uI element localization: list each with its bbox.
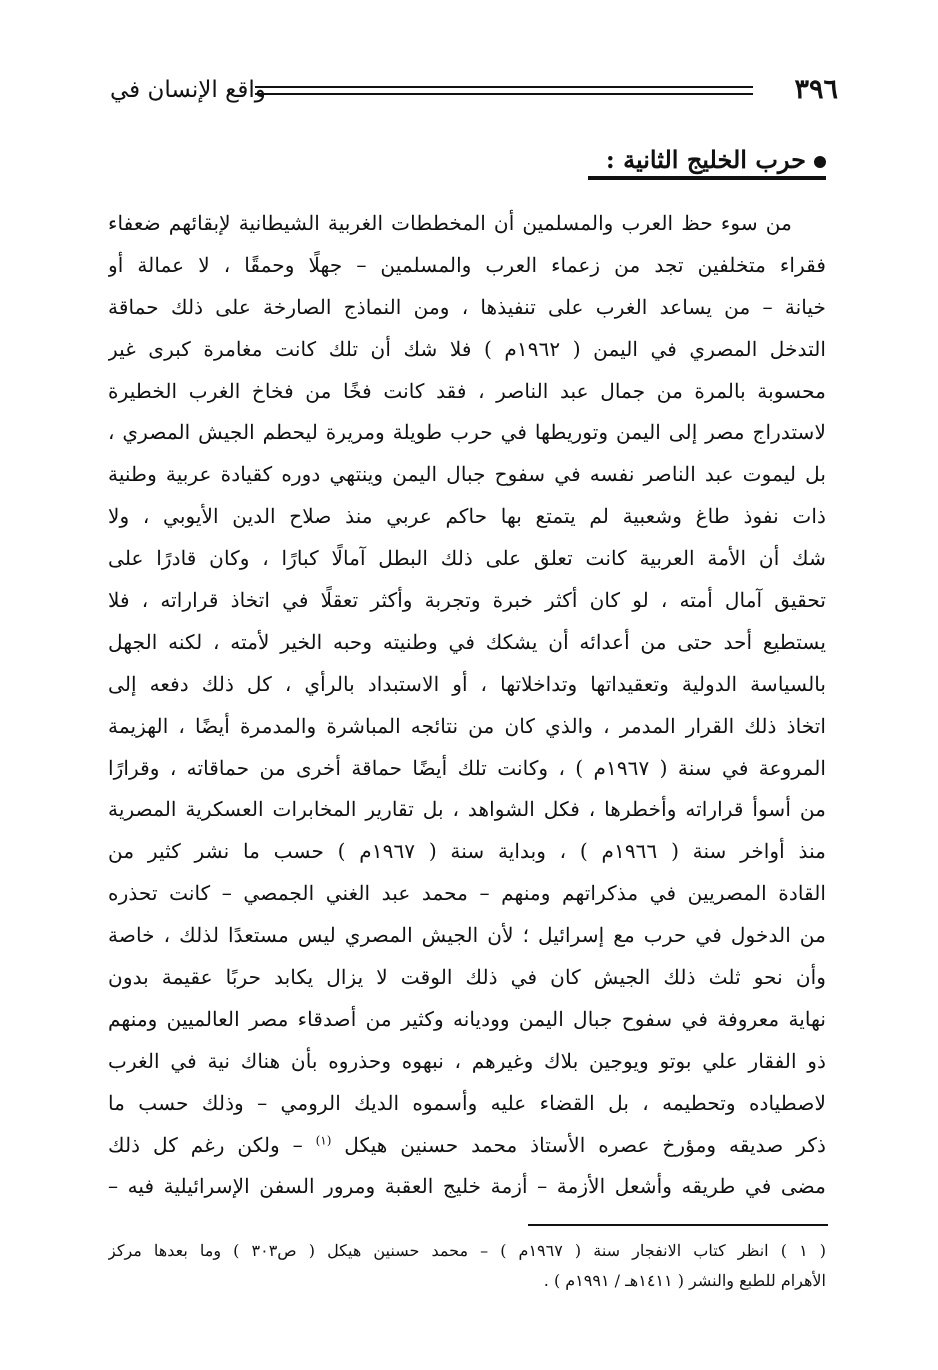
body-line: بالسياسة الدولية وتعقيداتها وتداخلاتها ، أو الاستبداد بالرأي ، كل ذلك دفعه إلى (108, 671, 826, 696)
body-line: منذ أواخر سنة ( ١٩٦٦م ) ، وبداية سنة ( ١٩٦٧م ) حسب ما نشر كثير من (108, 839, 826, 864)
page-header (110, 72, 838, 112)
body-line: نهاية معروفة في سفوح جبال اليمن ووديانه وكثير من أصدقاء مصر العالميين ومنهم (108, 1006, 826, 1031)
heading-underline (588, 176, 826, 180)
body-text (108, 203, 826, 1208)
body-line: شك أن الأمة العربية كانت تعلق على ذلك البطل آمالًا كبارًا ، وكان قادرًا على (108, 546, 826, 571)
body-line: محسوبة بالمرة من جمال عبد الناصر ، فقد كانت فخًا من فخاخ الغرب الخطيرة (108, 378, 826, 403)
body-line: ذو الفقار علي بوتو ويوجين بلاك وغيرهم ، نبهوه وحذروه بأن هناك نية في الغرب (108, 1048, 826, 1073)
section-heading (606, 142, 826, 178)
body-line-text: ذكر صديقه ومؤرخ عصره الأستاذ محمد حسنين هيكل (344, 1132, 826, 1157)
body-line: خيانة – من يساعد الغرب على تنفيذها ، ومن النماذج الصارخة على ذلك حماقة (108, 294, 826, 319)
footnote-separator (528, 1224, 828, 1226)
body-line (108, 1125, 826, 1167)
body-line-text: – ولكن رغم كل ذلك (108, 1132, 303, 1157)
body-line: المروعة في سنة ( ١٩٦٧م ) ، وكانت تلك أيضًا حماقة أخرى من حماقاته ، وقرارًا (108, 755, 826, 780)
footnote-line: ( ١ ) انظر كتاب الانفجار سنة ( ١٩٦٧م ) – محمد حسنين هيكل ( ص٣٠٣ ) وما بعدها مركز (108, 1241, 826, 1260)
body-line: ذات نفوذ طاغ وشعبية لم يتمتع بها حاكم عربي منذ صلاح الدين الأيوبي ، ولا (108, 504, 826, 529)
section-title-text: حرب الخليج الثانية : (605, 145, 806, 174)
header-double-rule (255, 86, 753, 95)
running-title: واقع الإنسان في (110, 77, 266, 103)
body-line: تحقيق آمال أمته ، لو كان أكثر خبرة وتجربة وأكثر تعقلًا في اتخاذ قراراته ، فلا (108, 588, 826, 613)
body-line: من الدخول في حرب مع إسرائيل ؛ لأن الجيش المصري ليس مستعدًا لذلك ، خاصة (108, 923, 826, 948)
footnote-reference[interactable]: (١) (315, 1132, 332, 1147)
body-line: لاصطياده وتحطيمه ، بل القضاء عليه وأسموه الديك الرومي – وذلك حسب ما (108, 1090, 826, 1115)
body-line: مضى في طريقه وأشعل الأزمة – أزمة خليج العقبة ومرور السفن الإسرائيلية فيه – (108, 1174, 826, 1199)
body-line: اتخاذ ذلك القرار المدمر ، والذي كان من نتائجه المباشرة والمدمرة أيضًا ، الهزيمة (108, 713, 826, 738)
body-line: من أسوأ قراراته وأخطرها ، فكل الشواهد ، بل تقارير المخابرات العسكرية المصرية (108, 797, 826, 822)
body-line: فقراء متخلفين تجد من زعماء العرب والمسلمين – جهلًا وحمقًا ، لا عمالة أو (108, 252, 826, 277)
body-line: من سوء حظ العرب والمسلمين أن المخططات الغربية الشيطانية لإبقائهم ضعفاء (108, 211, 792, 235)
body-line: القادة المصريين في مذكراتهم ومنهم – محمد عبد الغني الجمصي – كانت تحذره (108, 881, 826, 906)
footnote-line: الأهرام للطبع والنشر ( ١٤١١هـ / ١٩٩١م ) . (543, 1271, 826, 1290)
body-line: يستطيع أحد حتى من أعدائه أن يشكك في وطنيته وحبه الخير لأمته ، لكنه الجهل (108, 629, 826, 654)
bullet-icon (814, 156, 826, 168)
body-line: التدخل المصري في اليمن ( ١٩٦٢م ) فلا شك أن تلك كانت مغامرة كبرى غير (108, 336, 826, 361)
page-number: ٣٩٦ (794, 74, 838, 105)
body-line: بل ليموت عبد الناصر نفسه في سفوح جبال اليمن وينتهي دوره كقيادة عربية وطنية (108, 462, 826, 487)
body-line: وأن نحو ثلث ذلك الجيش كان في ذلك الوقت لا يزال يكابد حربًا عقيمة بدون (108, 965, 826, 990)
footnotes (108, 1236, 826, 1296)
body-line: لاستدراج مصر إلى اليمن وتوريطها في حرب طويلة ومريرة ليحطم الجيش المصري ، (108, 420, 826, 445)
